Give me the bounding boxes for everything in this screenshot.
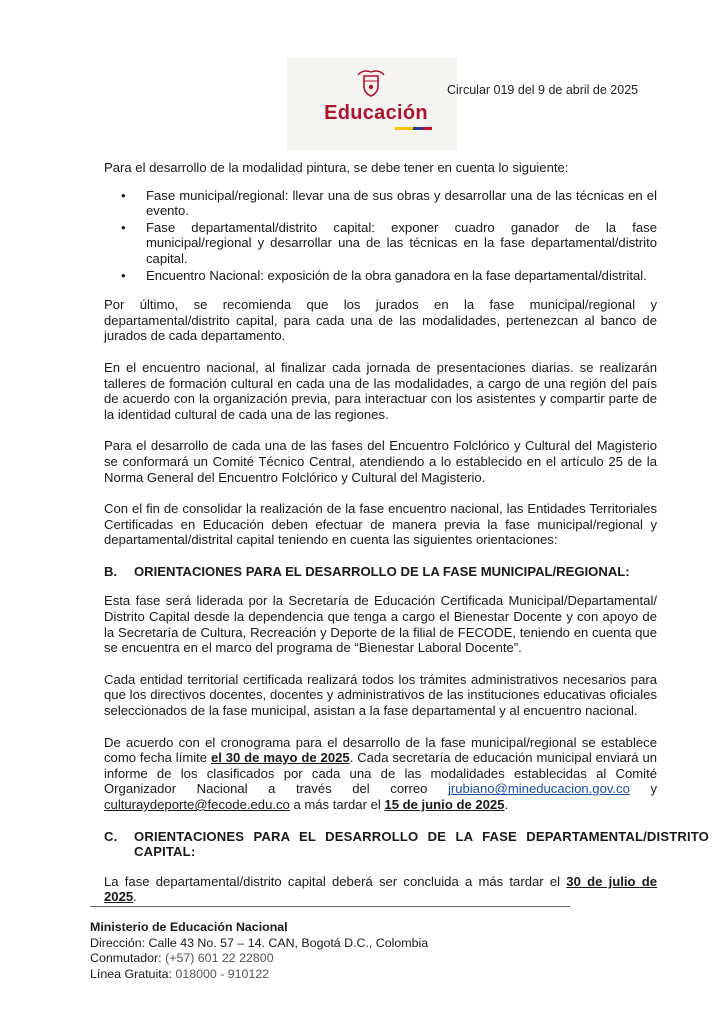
paragraph: Por último, se recomienda que los jurados en la fase municipal/regional y departamental/distrito capital, para cada una de las modalidades, pertenezcan al banco de jurados de cada departamento.: [104, 297, 657, 344]
email-link[interactable]: jrubiano@mineducacion.gov.co: [447, 781, 630, 797]
document-body: [104, 160, 709, 921]
bullet-icon: •: [121, 267, 126, 283]
ministry-name: Ministerio de Educación Nacional: [90, 920, 288, 934]
address: Dirección: Calle 43 No. 57 – 14. CAN, Bogotá D.C., Colombia: [90, 935, 429, 950]
email-link[interactable]: culturaydeporte@fecode.edu.co: [104, 797, 290, 812]
section-number: B.: [104, 563, 118, 579]
footer: [90, 920, 428, 982]
list-item: • Fase departamental/distrito capital: exponer cuadro ganador de la fase municipal/regional y desarrollar una de las técnicas en la fase departamental/distrito capital.: [121, 219, 657, 266]
section-title: ORIENTACIONES PARA EL DESARROLLO DE LA FASE DEPARTAMENTAL/DISTRITO CAPITAL:: [134, 828, 709, 860]
section-c-heading: [104, 829, 709, 860]
paragraph: Con el fin de consolidar la realización de la fase encuentro nacional, las Entidades Territoriales Certificadas en Educación deben efectuar de manera previa la fase municipal/regional y departamental/distrital capital teniendo en cuenta las siguientes orientaciones:: [104, 501, 657, 548]
logo-wordmark: Educación: [324, 102, 428, 124]
list-item: • Encuentro Nacional: exposición de la obra ganadora en la fase departamental/distrital.: [121, 267, 647, 283]
section-number: C.: [104, 828, 118, 844]
paragraph: Para el desarrollo de cada una de las fases del Encuentro Folclórico y Cultural del Magisterio se conformará un Comité Técnico Central, atendiendo a lo establecido en el artículo 25 de la Norma General del Encuentro Folclórico y Cultural del Magisterio.: [104, 438, 657, 485]
paragraph: Esta fase será liderada por la Secretaría de Educación Certificada Municipal/Departamental/ Distrito Capital desde la dependencia que tenga a cargo el Bienestar Docente y con apoyo de la Secretaría de Cultura, Recreación y Deporte de la filial de FECODE, teniendo en cuenta que se encuentra en el marco del programa de “Bienestar Laboral Docente”.: [104, 593, 657, 656]
flag-blue-band: [413, 127, 423, 130]
section-b-heading: [104, 564, 657, 580]
deadline-date: 15 de junio de 2025: [384, 797, 505, 812]
intro-paragraph: Para el desarrollo de la modalidad pintura, se debe tener en cuenta lo siguiente:: [104, 160, 569, 175]
list-item: • Fase municipal/regional: llevar una de sus obras y desarrollar una de las técnicas en el evento.: [121, 187, 657, 219]
painting-phases-list: [104, 188, 657, 284]
paragraph: En el encuentro nacional, al finalizar cada jornada de presentaciones diarias. se realizarán talleres de formación cultural en cada una de las modalidades, a cargo de una región del país de acuerdo con la organización previa, para interactuar con los asistentes y compartir parte de la identidad cultural de cada una de las regiones.: [104, 359, 657, 422]
flag-red-band: [423, 127, 432, 130]
bullet-icon: •: [121, 219, 126, 235]
toll-free-line: Línea Gratuita: 018000 - 910122: [90, 966, 270, 981]
paragraph: Cada entidad territorial certificada realizará todos los trámites administrativos necesarios para que los directivos docentes, docentes y administrativos de las instituciones educativas oficiales seleccionados de la fase municipal, asistan a la fase departamental y al encuentro nacional.: [104, 671, 657, 719]
phone-line: Conmutador: (+57) 601 22 22800: [90, 951, 274, 966]
bullet-icon: •: [121, 187, 126, 203]
deadline-date: el 30 de mayo de 2025: [210, 750, 350, 766]
coat-of-arms-icon: [354, 67, 388, 99]
flag-stripe: [395, 127, 432, 130]
paragraph: La fase departamental/distrito capital deberá ser concluida a más tardar el 30 de julio de 2025.: [104, 873, 657, 905]
circular-reference: Circular 019 del 9 de abril de 2025: [447, 83, 639, 97]
flag-yellow-band: [395, 127, 413, 130]
deadline-date: 30 de julio de 2025: [104, 873, 657, 905]
section-title: ORIENTACIONES PARA EL DESARROLLO DE LA FASE MUNICIPAL/REGIONAL:: [134, 563, 630, 579]
paragraph: De acuerdo con el cronograma para el desarrollo de la fase municipal/regional se establece como fecha límite el 30 de mayo de 2025. Cada secretaría de educación municipal enviará un informe de los clasificados por cada una de las modalidades establecidas al Comité Organizador Nacional a través del correo jrubiano@mineducacion.gov.co y culturaydeporte@fecode.edu.co a más tardar el 15 de junio de 2025.: [104, 734, 658, 812]
footer-divider: [90, 906, 570, 907]
